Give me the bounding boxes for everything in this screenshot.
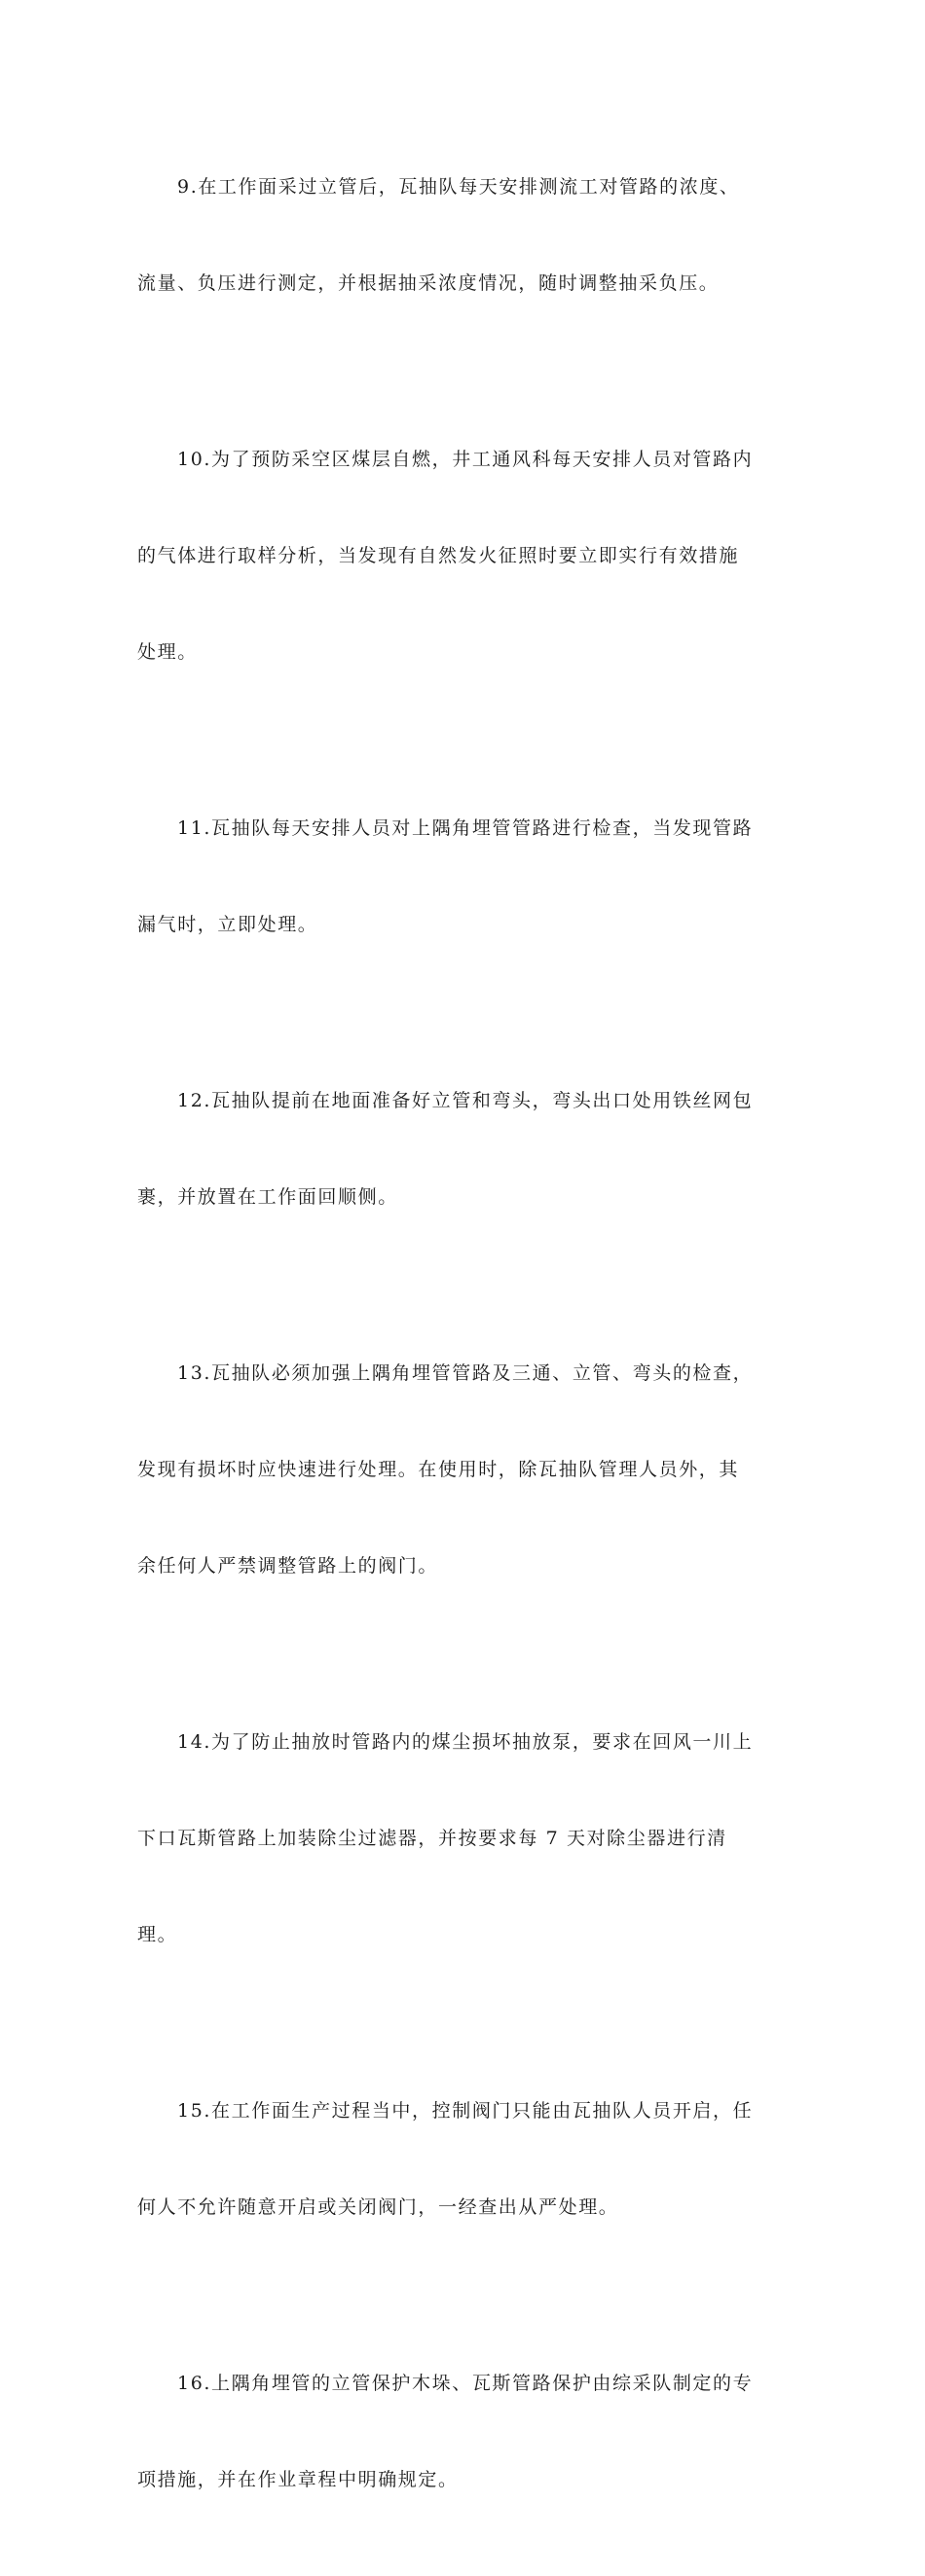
paragraph-line: 9.在工作面采过立管后，瓦抽队每天安排测流工对管路的浓度、: [177, 176, 740, 198]
paragraph-15: [137, 2031, 785, 2288]
paragraph-line: 11.瓦抽队每天安排人员对上隅角埋管管路进行检查，当发现管路: [177, 817, 754, 839]
paragraph-11: [137, 748, 785, 1005]
paragraph-12: [137, 1021, 785, 1278]
paragraph-line: 发现有损坏时应快速进行处理。在使用时，除瓦抽队管理人员外，其: [137, 1459, 740, 1480]
paragraph-line: 14.为了防止抽放时管路内的煤尘损坏抽放泵，要求在回风一川上: [177, 1731, 754, 1753]
paragraph-line: 下口瓦斯管路上加装除尘过滤器，并按要求每 7 天对除尘器进行清: [137, 1828, 727, 1849]
document-body: [137, 107, 785, 2576]
paragraph-16: [137, 2304, 785, 2560]
paragraph-line: 的气体进行取样分析，当发现有自然发火征照时要立即实行有效措施: [137, 545, 740, 566]
paragraph-13: [137, 1293, 785, 1647]
paragraph-10: [137, 380, 785, 733]
paragraph-14: [137, 1662, 785, 2015]
paragraph-line: 16.上隅角埋管的立管保护木垛、瓦斯管路保护由综采队制定的专: [177, 2373, 754, 2394]
paragraph-line: 处理。: [137, 641, 198, 663]
paragraph-line: 流量、负压进行测定，并根据抽采浓度情况，随时调整抽采负压。: [137, 272, 720, 294]
paragraph-line: 理。: [137, 1924, 178, 1945]
paragraph-line: 12.瓦抽队提前在地面准备好立管和弯头，弯头出口处用铁丝网包: [177, 1090, 754, 1111]
paragraph-line: 何人不允许随意开启或关闭阀门，一经查出从严处理。: [137, 2196, 619, 2218]
paragraph-line: 10.为了预防采空区煤层自燃，井工通风科每天安排人员对管路内: [177, 449, 754, 470]
paragraph-line: 13.瓦抽队必须加强上隅角埋管管路及三通、立管、弯头的检查，: [177, 1362, 754, 1384]
paragraph-line: 余任何人严禁调整管路上的阀门。: [137, 1555, 439, 1577]
paragraph-9: [137, 107, 785, 364]
paragraph-line: 项措施，并在作业章程中明确规定。: [137, 2469, 459, 2490]
paragraph-line: 裹，并放置在工作面回顺侧。: [137, 1186, 398, 1208]
paragraph-line: 漏气时，立即处理。: [137, 914, 318, 935]
paragraph-line: 15.在工作面生产过程当中，控制阀门只能由瓦抽队人员开启，任: [177, 2100, 754, 2122]
